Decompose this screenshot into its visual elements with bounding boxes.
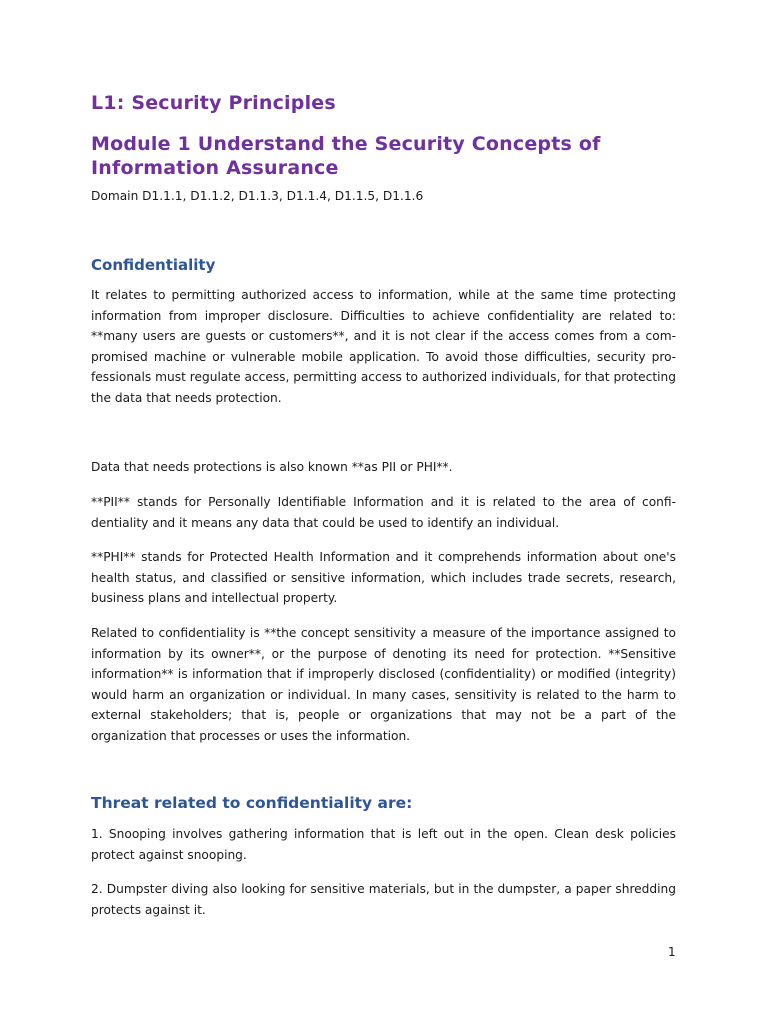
- confidentiality-heading: Confidentiality: [91, 256, 216, 274]
- confidentiality-paragraph: It relates to permitting authorized access to information, while at the same time protecting information from improper disclosure. Difficulties to achieve confidentiality are related to: **many users are guests or customers**, and it is not clear if the access comes from a compromised machine or vulnerable mobile application. To avoid those difficulties, security professionals must regulate access, permitting access to authorized individuals, for that protecting the data that needs protection.: [91, 288, 676, 405]
- threat-item-snooping: 1. Snooping involves gathering information that is left out in the open. Clean desk policies protect against snooping.: [91, 827, 676, 862]
- module-title: Module 1 Understand the Security Concepts of Information Assurance: [91, 133, 601, 179]
- threats-heading: Threat related to confidentiality are:: [91, 794, 413, 812]
- sensitivity-paragraph: Related to confidentiality is **the concept sensitivity a measure of the importance assigned to information by its owner**, or the purpose of denoting its need for protection. **Sensitive information** is information that if improperly disclosed (confidentiality) or modified (integrity) would harm an organization or individual. In many cases, sensitivity is related to the harm to external stakeholders; that is, people or organizations that may not be a part of the organization that processes or uses the information.: [91, 626, 676, 743]
- phi-paragraph: **PHI** stands for Protected Health Information and it comprehends information about one's health status, and classified or sensitive information, which includes trade secrets, research, business plans and intellectual property.: [91, 550, 676, 606]
- domain-line: Domain D1.1.1, D1.1.2, D1.1.3, D1.1.4, D1.1.5, D1.1.6: [91, 189, 424, 203]
- page-number: 1: [668, 945, 676, 959]
- lesson-title: L1: Security Principles: [91, 92, 336, 114]
- pii-phi-intro-paragraph: Data that needs protections is also known **as PII or PHI**.: [91, 460, 453, 474]
- pii-paragraph: **PII** stands for Personally Identifiable Information and it is related to the area of confidentiality and it means any data that could be used to identify an individual.: [91, 495, 676, 530]
- threat-item-dumpster-diving: 2. Dumpster diving also looking for sensitive materials, but in the dumpster, a paper shredding protects against it.: [91, 882, 676, 917]
